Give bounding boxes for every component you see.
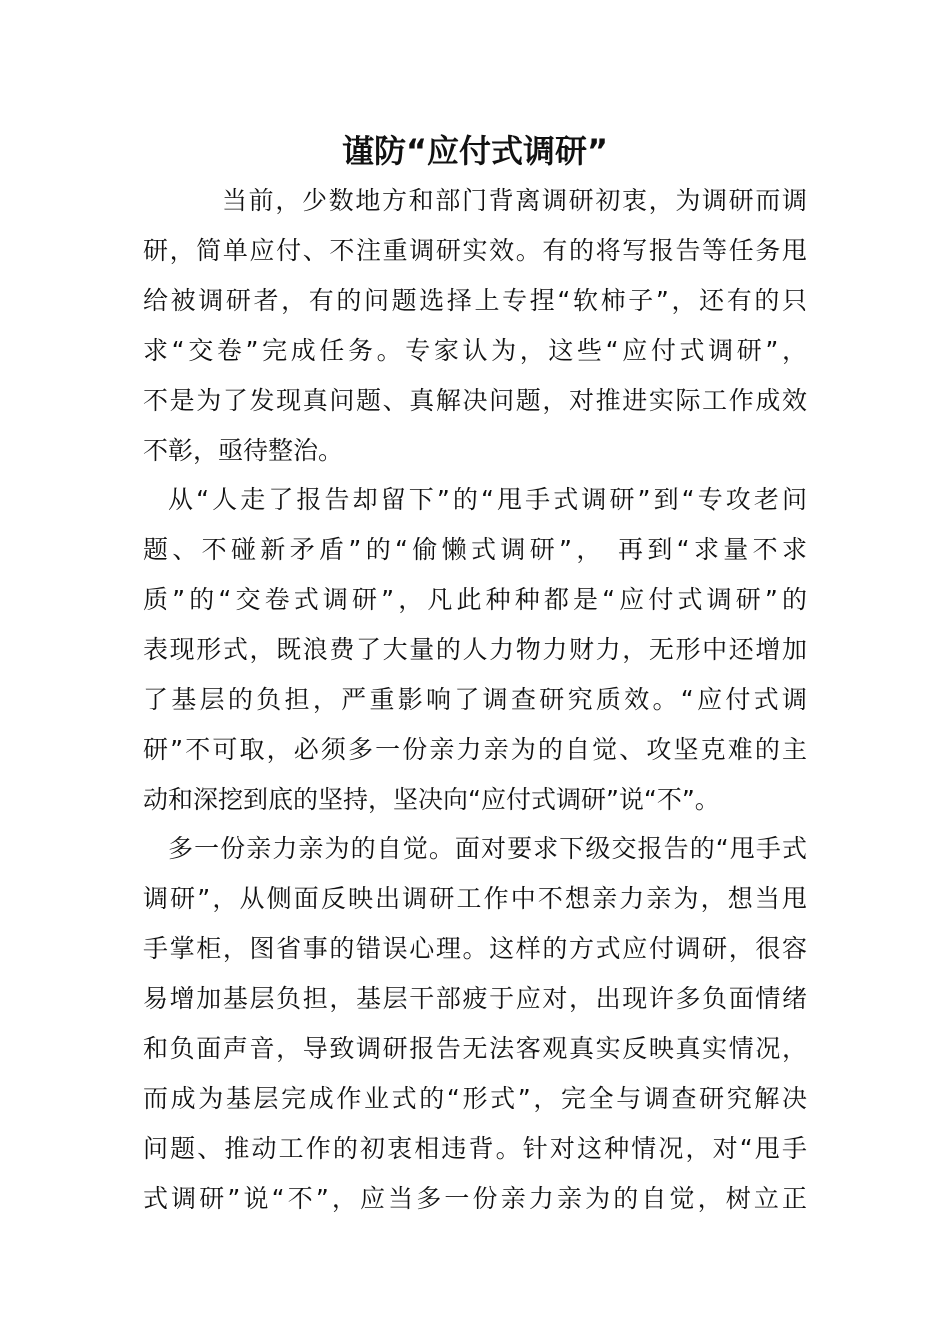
paragraph-line: 了基层的负担，严重影响了调查研究质效。“应付式调 xyxy=(143,685,807,714)
paragraph-line: 多一份亲力亲为的自觉。面对要求下级交报告的“甩手式 xyxy=(168,834,807,863)
paragraph-line: 问题、推动工作的初衷相违背。针对这种情况，对“甩手 xyxy=(143,1134,807,1163)
paragraph-line: 给被调研者，有的问题选择上专捏“软柿子”，还有的只 xyxy=(143,286,807,315)
paragraph-line: 当前，少数地方和部门背离调研初衷，为调研而调 xyxy=(222,186,807,215)
paragraph-line: 表现形式，既浪费了大量的人力物力财力，无形中还增加 xyxy=(143,635,807,664)
paragraph-line: 和负面声音，导致调研报告无法客观真实反映真实情况， xyxy=(143,1034,807,1063)
paragraph-line: 从“人走了报告却留下”的“甩手式调研”到“专攻老问 xyxy=(168,485,807,514)
paragraph-line: 不彰，亟待整治。 xyxy=(143,436,344,465)
paragraph-line: 研”不可取，必须多一份亲力亲为的自觉、攻坚克难的主 xyxy=(143,735,807,764)
paragraph-line: 研，简单应付、不注重调研实效。有的将写报告等任务甩 xyxy=(143,236,807,265)
document-title: 谨防“应付式调研” xyxy=(341,132,609,170)
paragraph-line: 式调研”说“不”，应当多一份亲力亲为的自觉，树立正 xyxy=(143,1184,807,1213)
paragraph-line: 易增加基层负担，基层干部疲于应对，出现许多负面情绪 xyxy=(143,984,807,1013)
paragraph-line: 不是为了发现真问题、真解决问题，对推进实际工作成效 xyxy=(143,386,807,415)
paragraph-line: 题、不碰新矛盾”的“偷懒式调研”， 再到“求量不求 xyxy=(143,535,807,564)
paragraph-line: 而成为基层完成作业式的“形式”，完全与调查研究解决 xyxy=(143,1084,807,1113)
paragraph-line: 手掌柜，图省事的错误心理。这样的方式应付调研，很容 xyxy=(143,934,807,963)
paragraph-line: 调研”，从侧面反映出调研工作中不想亲力亲为，想当甩 xyxy=(143,884,807,913)
paragraph-line: 求“交卷”完成任务。专家认为，这些“应付式调研”， xyxy=(143,336,807,365)
paragraph-line: 动和深挖到底的坚持，坚决向“应付式调研”说“不”。 xyxy=(143,785,720,814)
paragraph-line: 质”的“交卷式调研”，凡此种种都是“应付式调研”的 xyxy=(143,585,807,614)
